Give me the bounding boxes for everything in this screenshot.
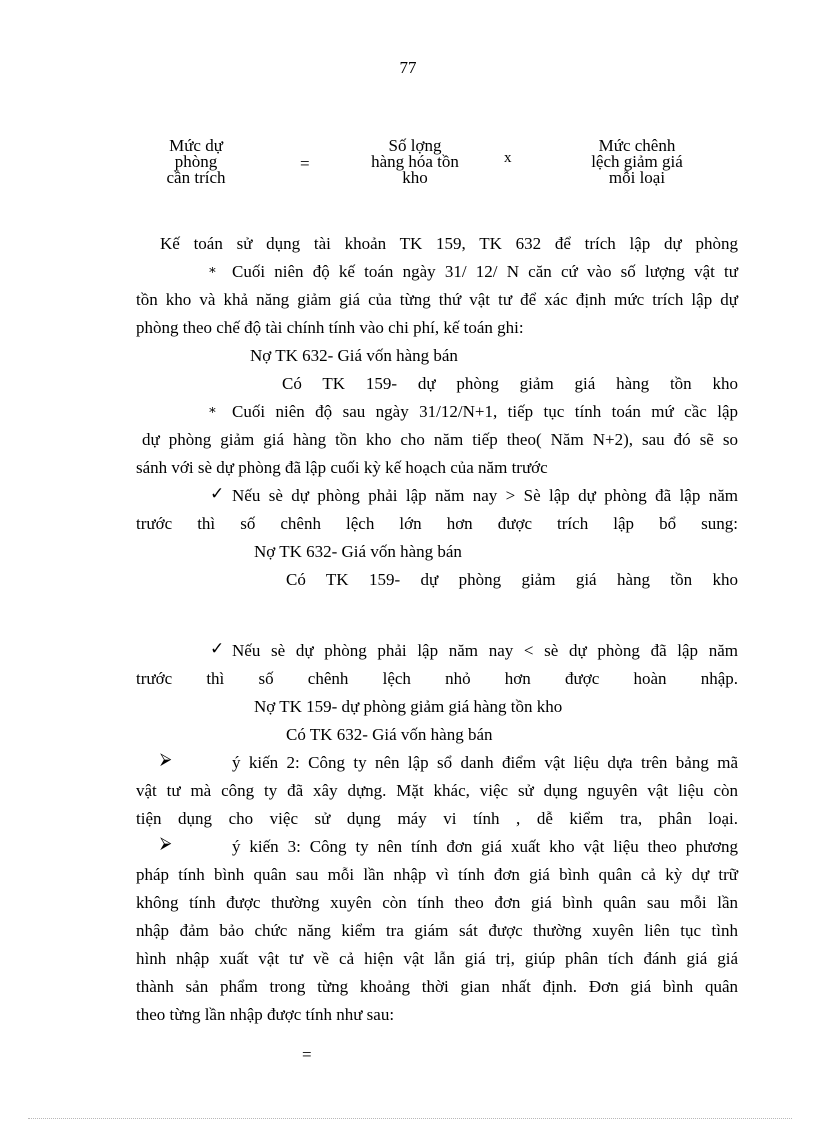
formula-right-line: mỗi loại	[608, 168, 666, 187]
page-number: 77	[399, 58, 417, 77]
text-line: ý kiến 3: Công ty nên tính đơn giá xuất kho vật liệu theo phương	[232, 837, 738, 856]
formula-left-line: phòng	[174, 152, 218, 171]
text-line: trước thì số chênh lệch lớn hơn được trích lập bổ sung:	[136, 514, 738, 533]
formula-equals-sign: =	[302, 1045, 312, 1064]
text-line: Nếu sè dự phòng phải lập năm nay < sè dự phòng đã lập năm	[232, 641, 738, 660]
formula-middle-term	[355, 138, 475, 186]
text-line: sánh với sè dự phòng đã lập cuối kỳ kế hoạch của năm trước	[136, 458, 548, 477]
text-line: Cuối niên độ sau ngày 31/12/N+1, tiếp tục tính toán mứ cầc lập	[232, 402, 738, 421]
journal-entry-credit: Có TK 632- Giá vốn hàng bán	[286, 725, 493, 744]
formula-right-line: Mức chênh	[598, 136, 676, 155]
asterisk-bullet: ∗	[208, 262, 217, 277]
text-line: ý kiến 2: Công ty nên lập sổ danh điểm vật liệu dựa trên bảng mã	[232, 753, 738, 772]
text-line: pháp tính bình quân sau mỗi lần nhập vì tính đơn giá bình quân cả kỳ dự trữ	[136, 865, 738, 884]
text-line: dự phòng giảm giá hàng tồn kho cho năm tiếp theo( Năm N+2), sau đó sẽ so	[142, 430, 738, 449]
journal-entry-credit: Có TK 159- dự phòng giảm giá hàng tồn kho	[286, 570, 738, 589]
text-line: Kế toán sử dụng tài khoản TK 159, TK 632 để trích lập dự phòng	[160, 234, 738, 253]
check-bullet: ✓	[210, 484, 225, 503]
arrow-bullet-icon: ⮚	[160, 835, 172, 852]
asterisk-bullet: ∗	[208, 402, 217, 417]
text-line: thành sản phẩm trong từng khoảng thời gian nhất định. Đơn giá bình quân	[136, 977, 738, 996]
text-line: phòng theo chế độ tài chính tính vào chi phí, kế toán ghi:	[136, 318, 524, 337]
formula-left-term	[150, 138, 242, 186]
formula-times-sign: x	[504, 150, 512, 166]
journal-entry-credit: Có TK 159- dự phòng giảm giá hàng tồn kho	[282, 374, 738, 393]
text-line: vật tư mà công ty đã xây dựng. Mặt khác, việc sử dụng nguyên vật liệu còn	[136, 781, 738, 800]
formula-right-line: lệch giảm giá	[591, 152, 683, 171]
check-bullet: ✓	[210, 639, 225, 658]
text-line: nhập đảm bảo chức năng kiểm tra giám sát được thường xuyên liên tục tình	[136, 921, 738, 940]
journal-entry-debit: Nợ TK 632- Giá vốn hàng bán	[254, 542, 462, 561]
text-line: Cuối niên độ kế toán ngày 31/ 12/ N căn cứ vào số lượng vật tư	[232, 262, 738, 281]
formula-equals-sign: =	[300, 154, 310, 173]
journal-entry-debit: Nợ TK 632- Giá vốn hàng bán	[250, 346, 458, 365]
formula-right-term	[578, 138, 696, 186]
text-line: tồn kho và khả năng giảm giá của từng thứ vật tư để xác định mức trích lập dự	[136, 290, 738, 309]
formula-left-line: cần trích	[166, 168, 226, 187]
text-line: trước thì số chênh lệch nhỏ hơn được hoàn nhập.	[136, 669, 738, 688]
text-line: hình nhập xuất vật tư về cả hiện vật lẫn giá trị, giúp phân tích đánh giá giá	[136, 949, 738, 968]
formula-middle-line: hàng hóa tồn	[371, 152, 459, 171]
text-line: Nếu sè dự phòng phải lập năm nay > Sè lập dự phòng đã lập năm	[232, 486, 738, 505]
formula-left-line: Mức dự	[169, 136, 223, 155]
formula-middle-line: Số lợng	[388, 136, 442, 155]
text-line: tiện dụng cho việc sử dụng máy vi tính , dễ kiểm tra, phân loại.	[136, 809, 738, 828]
text-line: không tính được thường xuyên còn tính theo đơn giá bình quân sau mỗi lần	[136, 893, 738, 912]
formula-middle-line: kho	[402, 168, 428, 187]
page-bottom-rule	[28, 1118, 792, 1119]
arrow-bullet-icon: ⮚	[160, 751, 172, 768]
text-line: theo từng lần nhập được tính như sau:	[136, 1005, 395, 1024]
journal-entry-debit: Nợ TK 159- dự phòng giảm giá hàng tồn kho	[254, 697, 563, 716]
